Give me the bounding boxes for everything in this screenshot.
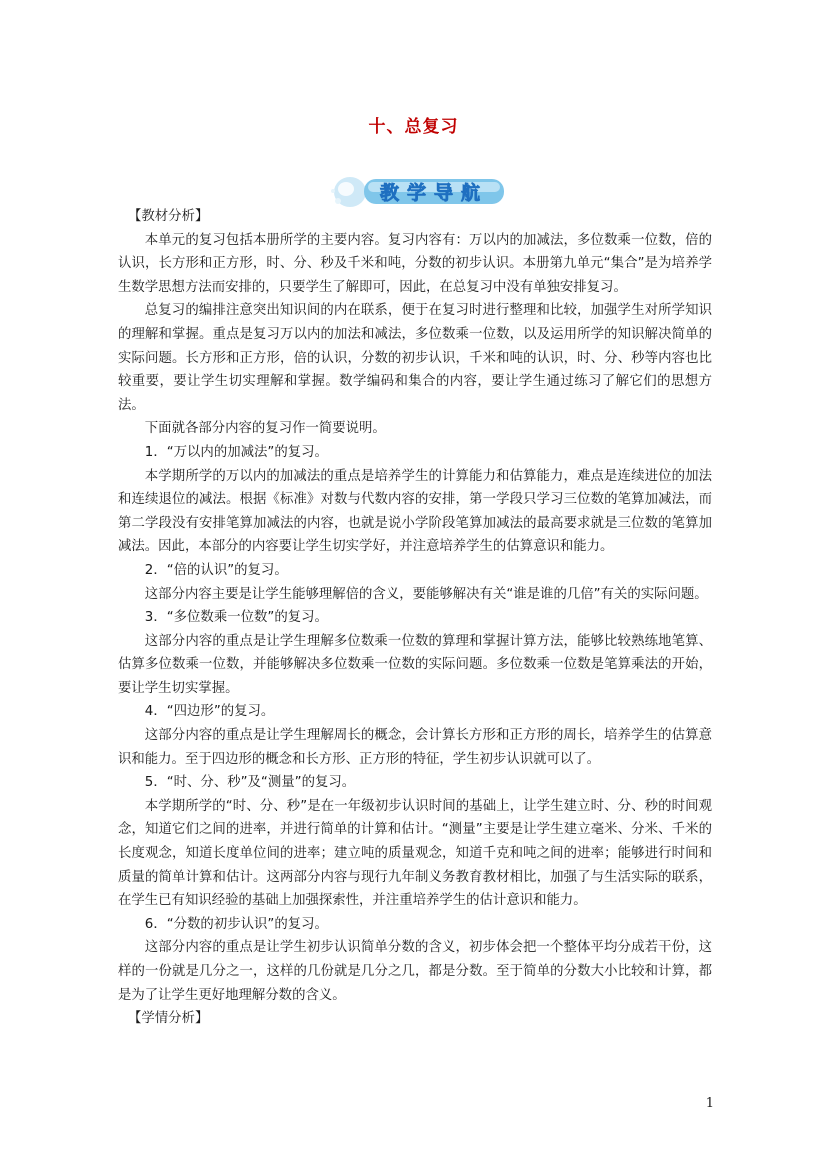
paragraph: 本学期所学的万以内的加减法的重点是培养学生的计算能力和估算能力，难点是连续进位的加法和连续退位的减法。根据《标准》对数与代数内容的安排，第一学段只学习三位数的笔算加减法，而第二学段没有安排笔算加减法的内容，也就是说小学阶段笔算加减法的最高要求就是三位数的笔算加减法。因此，本部分的内容要让学生切实学好，并注意培养学生的估算意识和能力。	[118, 468, 712, 555]
document-body	[118, 205, 712, 1031]
badge-char-2: 学	[407, 182, 427, 204]
subheading: 1．“万以内的加减法”的复习。	[144, 444, 328, 460]
page-number: 1	[705, 1096, 714, 1111]
subheading: 3．“多位数乘一位数”的复习。	[144, 610, 328, 626]
paragraph: 总复习的编排注意突出知识间的内在联系，便于在复习时进行整理和比较，加强学生对所学知识的理解和掌握。重点是复习万以内的加法和减法，多位数乘一位数，以及运用所学的知识解决简单的实际问题。长方形和正方形，倍的认识，分数的初步认识，千米和吨的认识，时、分、秒等内容也比较重要，要让学生切实理解和掌握。数学编码和集合的内容，要让学生通过练习了解它们的思想方法。	[118, 303, 712, 413]
paragraph: 这部分内容的重点是让学生初步认识简单分数的含义，初步体会把一个整体平均分成若干份，这样的一份就是几分之一，这样的几份就是几分之几，都是分数。至于简单的分数大小比较和计算，都是为了让学生更好地理解分数的含义。	[118, 940, 712, 1003]
paragraph: 下面就各部分内容的复习作一简要说明。	[144, 421, 386, 437]
subheading: 2．“倍的认识”的复习。	[144, 562, 288, 578]
subheading: 5．“时、分、秒”及“测量”的复习。	[144, 775, 356, 791]
page-title: 十、总复习	[368, 117, 459, 137]
paragraph: 这部分内容的重点是让学生理解多位数乘一位数的算理和掌握计算方法，能够比较熟练地笔算、估算多位数乘一位数，并能够解决多位数乘一位数的实际问题。多位数乘一位数是笔算乘法的开始，要让学生切实掌握。	[118, 633, 712, 696]
subheading: 6．“分数的初步认识”的复习。	[144, 916, 328, 932]
paragraph: 这部分内容的重点是让学生理解周长的概念，会计算长方形和正方形的周长，培养学生的估算意识和能力。至于四边形的概念和长方形、正方形的特征，学生初步认识就可以了。	[118, 728, 712, 767]
badge-char-3: 导	[434, 182, 454, 204]
paragraph: 这部分内容主要是让学生能够理解倍的含义，要能够解决有关“谁是谁的几倍”有关的实际问题。	[144, 586, 708, 602]
paragraph: 本单元的复习包括本册所学的主要内容。复习内容有：万以内的加减法，多位数乘一位数，倍的认识，长方形和正方形，时、分、秒及千米和吨，分数的初步认识。本册第九单元“集合”是为培养学生数学思想方法而安排的，只要学生了解即可，因此，在总复习中没有单独安排复习。	[118, 232, 712, 295]
section-heading-analysis: 【教材分析】	[128, 209, 209, 224]
badge-char-1: 教	[380, 182, 400, 204]
teaching-guide-badge	[324, 170, 514, 210]
paragraph: 本学期所学的“时、分、秒”是在一年级初步认识时间的基础上，让学生建立时、分、秒的时间观念，知道它们之间的进率，并进行简单的计算和估计。“测量”主要是让学生建立毫米、分米、千米的长度观念，知道长度单位间的进率；建立吨的质量观念，知道千克和吨之间的进率；能够进行时间和质量的简单计算和估计。这两部分内容与现行九年制义务教育教材相比，加强了与生活实际的联系，在学生已有知识经验的基础上加强探索性，并注重培养学生的估计意识和能力。	[118, 798, 712, 909]
subheading: 4．“四边形”的复习。	[144, 704, 275, 720]
section-heading-student: 【学情分析】	[128, 1011, 209, 1027]
badge-char-4: 航	[461, 182, 481, 204]
